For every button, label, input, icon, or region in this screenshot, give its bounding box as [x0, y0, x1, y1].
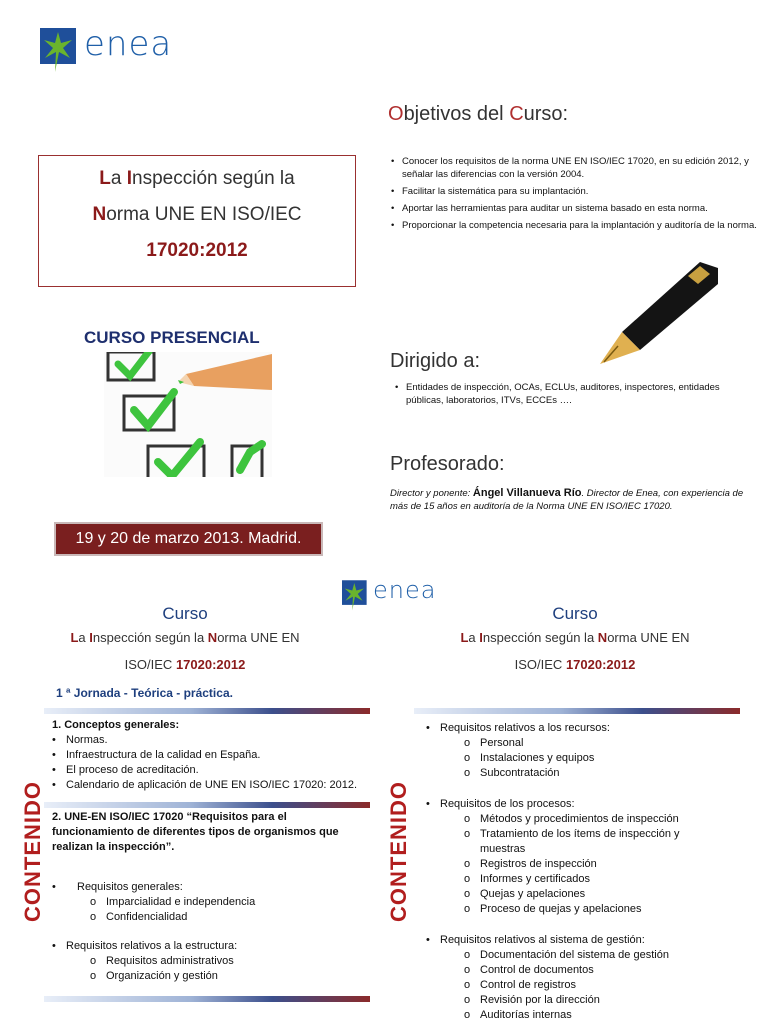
page2-title-right-line2: ISO/IEC 17020:2012: [514, 657, 636, 672]
enea-logo-icon: [40, 28, 78, 74]
divider-bar: [44, 996, 370, 1002]
sub-item: o Imparcialidad e independencia: [90, 896, 256, 908]
page2-title-left-line1: La Inspección según la Norma UNE EN: [70, 630, 300, 645]
sub-item: o Documentación del sistema de gestión: [464, 949, 669, 961]
contenido-label-right: CONTENIDO: [386, 781, 411, 922]
brand-logo: [40, 28, 78, 79]
course-title-line2: Norma UNE EN ISO/IEC: [92, 204, 302, 225]
sub-item: o Registros de inspección: [464, 858, 597, 870]
list-item: • Requisitos relativos al sistema de gestión:: [426, 934, 645, 946]
section-heading: 1. Conceptos generales:: [52, 719, 180, 731]
sub-item: o Confidencialidad: [90, 911, 188, 923]
objetivos-title: Objetivos del Curso:: [388, 103, 569, 125]
sub-item: o Proceso de quejas y apelaciones: [464, 903, 642, 915]
curso-label-right: Curso: [552, 604, 598, 623]
list-item: • Requisitos relativos a la estructura:: [52, 940, 238, 952]
objetivos-item: • Proporcionar la competencia necesaria para la implantación y auditoría de la norma.: [402, 219, 758, 232]
course-title-line3: 17020:2012: [146, 240, 248, 261]
course-title-box: [38, 155, 356, 287]
contenido-left-block2: [52, 810, 352, 855]
sub-item: o Organización y gestión: [90, 970, 218, 982]
enea-logo-icon: [342, 580, 368, 612]
profesorado-text: Director y ponente: Ángel Villanueva Río. Director de Enea, con experiencia de más de 15 años en auditoría de la Norma UNE EN ISO/IEC 17020.: [390, 487, 744, 512]
list-item: • Requisitos relativos a los recursos:: [426, 722, 610, 734]
sub-item: o Auditorías internas: [464, 1009, 572, 1021]
sub-item: o Informes y certificados: [464, 873, 591, 885]
sub-item: o Subcontratación: [464, 767, 560, 779]
dirigido-item: • Entidades de inspección, OCAs, ECLUs, auditores, inspectores, entidades públicas, laboratorios, ITVs, ECCEs ….: [406, 381, 758, 407]
section-heading: 2. UNE-EN ISO/IEC 17020 “Requisitos para el funcionamiento de diferentes tipos de organismos que realizan la inspección”.: [52, 811, 339, 853]
objetivos-item: • Facilitar la sistemática para su implantación.: [402, 185, 758, 198]
list-item: • El proceso de acreditación.: [52, 764, 199, 776]
sub-item: o Control de documentos: [464, 964, 594, 976]
contenido-label-left: CONTENIDO: [20, 781, 45, 922]
date-banner: 19 y 20 de marzo 2013. Madrid.: [54, 522, 323, 556]
list-item: • Requisitos de los procesos:: [426, 798, 575, 810]
page2-title-left-line2: ISO/IEC 17020:2012: [124, 657, 246, 672]
course-title-line1: La Inspección según la: [99, 168, 295, 189]
profesorado-title: Profesorado:: [390, 453, 505, 475]
contenido-left-block3: [52, 880, 370, 984]
checklist-image: [104, 352, 272, 477]
page2-brand-name: enea: [373, 576, 437, 604]
jornada-label: 1 ª Jornada - Teórica - práctica.: [56, 686, 233, 700]
sub-item: o Revisión por la dirección: [464, 994, 600, 1006]
objetivos-list: [386, 155, 758, 236]
contenido-left-block1: [52, 718, 370, 793]
list-item: • Infraestructura de la calidad en España.: [52, 749, 261, 761]
list-item: • Requisitos generales:: [52, 881, 183, 893]
objetivos-item: • Aportar las herramientas para auditar un sistema basado en esta norma.: [402, 202, 758, 215]
divider-bar: [44, 708, 370, 714]
page2-logo: [342, 580, 368, 617]
fountain-pen-image: [582, 262, 718, 366]
brand-name: enea: [84, 24, 173, 64]
sub-item: o Quejas y apelaciones: [464, 888, 586, 900]
sub-item: muestras: [480, 843, 526, 855]
curso-presencial-label: CURSO PRESENCIAL: [84, 328, 260, 347]
sub-item: o Tratamiento de los ítems de inspección y: [464, 828, 680, 840]
sub-item: o Personal: [464, 737, 524, 749]
page2-title-right-line1: La Inspección según la Norma UNE EN: [460, 630, 690, 645]
contenido-right-block: [426, 721, 746, 1023]
divider-bar: [414, 708, 740, 714]
divider-bar: [44, 802, 370, 808]
sub-item: o Control de registros: [464, 979, 576, 991]
dirigido-list: [390, 381, 758, 411]
list-item: • Calendario de aplicación de UNE EN ISO/IEC 17020: 2012.: [52, 779, 358, 791]
sub-item: o Métodos y procedimientos de inspección: [464, 813, 679, 825]
objetivos-item: • Conocer los requisitos de la norma UNE EN ISO/IEC 17020, en su edición 2012, y señalar las diferencias con la versión 2004.: [402, 155, 758, 181]
sub-item: o Requisitos administrativos: [90, 955, 234, 967]
list-item: • Normas.: [52, 734, 108, 746]
curso-label-left: Curso: [162, 604, 208, 623]
sub-item: o Instalaciones y equipos: [464, 752, 595, 764]
professor-name: Ángel Villanueva Río: [472, 487, 582, 499]
dirigido-title: Dirigido a:: [390, 350, 481, 372]
